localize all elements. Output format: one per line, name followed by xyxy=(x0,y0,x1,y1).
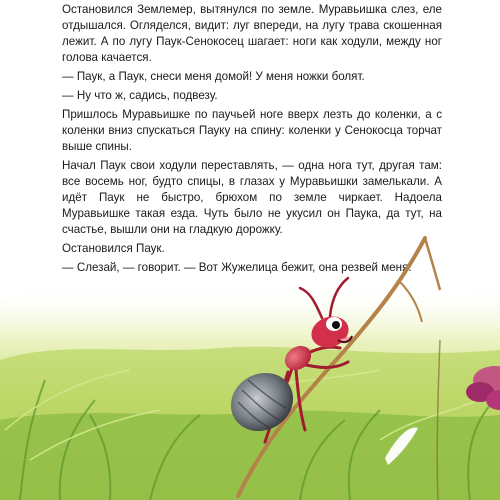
paragraph: Остановился Землемер, вытянулся по земле. Муравьишка слез, еле отдышался. Огляделся, видит: луг впереди, на лугу трава скошенная лежит. А по лугу Паук-Сенокосец шагает: ноги как ходули, между ног голова качается. xyxy=(62,3,442,64)
paragraph: Пришлось Муравьишке по паучьей ноге вверх лезть до коленки, а с коленки вниз спускаться Пауку на спину: коленки у Сенокосца торчат выше спины. xyxy=(62,108,442,153)
paragraph: — Паук, а Паук, снеси меня домой! У меня ножки болят. xyxy=(62,70,365,83)
paragraph: Начал Паук свои ходули переставлять, — одна нога тут, другая там: все восемь ног, будто спицы, в глазах у Муравьишки замелькали. А идёт Паук не быстро, брюхом по земле чиркает. Надоела Муравьишке такая езда. Чуть было не укусил он Паука, да тут, на счастье, вышли они на гладкую дорожку. xyxy=(62,159,442,236)
paragraph: — Ну что ж, садись, подвезу. xyxy=(62,89,218,102)
ant-illustration xyxy=(0,230,500,500)
paragraph: — Слезай, — говорит. — Вот Жужелица бежит, она резвей меня. xyxy=(62,261,412,274)
paragraph: Остановился Паук. xyxy=(62,242,165,255)
